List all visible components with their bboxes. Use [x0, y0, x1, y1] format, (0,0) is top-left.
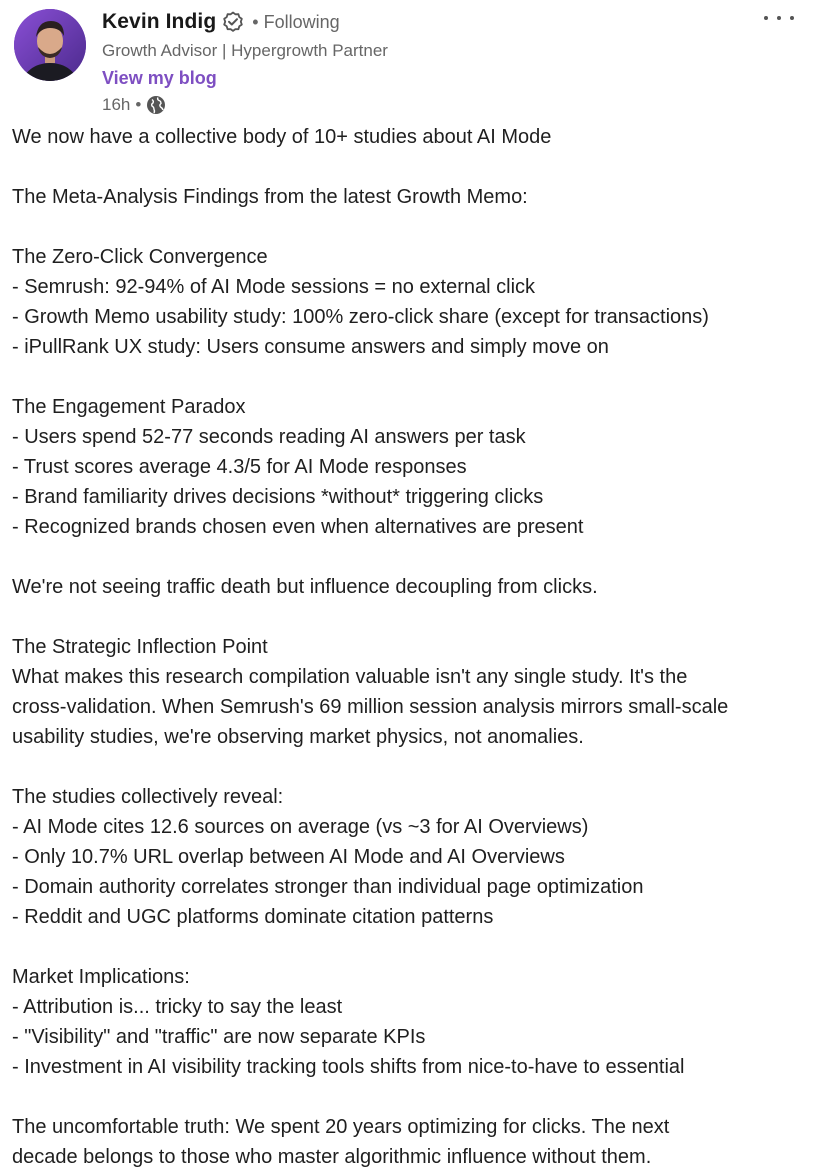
post-line: The Strategic Inflection Point: [12, 636, 268, 658]
blank-line: [12, 932, 812, 962]
avatar[interactable]: [14, 9, 86, 81]
post-line: - Only 10.7% URL overlap between AI Mode and AI Overviews: [12, 846, 565, 868]
author-name[interactable]: Kevin Indig: [102, 10, 217, 33]
post-meta: [102, 93, 388, 117]
verified-badge-icon: [222, 11, 244, 33]
post-line: The Engagement Paradox: [12, 396, 246, 418]
post-line: What makes this research compilation valuable isn't any single study. It's the: [12, 666, 688, 688]
post-line: We're not seeing traffic death but influence decoupling from clicks.: [12, 576, 598, 598]
post-line: decade belongs to those who master algorithmic influence without them.: [12, 1146, 652, 1168]
author-block: [102, 7, 388, 117]
name-separator: •: [252, 11, 259, 32]
post-line: We now have a collective body of 10+ studies about AI Mode: [12, 126, 552, 148]
post-line: - Recognized brands chosen even when alternatives are present: [12, 516, 584, 538]
post-text: [12, 122, 812, 1172]
post-line: - Brand familiarity drives decisions *without* triggering clicks: [12, 486, 544, 508]
blank-line: [12, 212, 812, 242]
post-line: Market Implications:: [12, 966, 190, 988]
more-options-icon-dot: [790, 16, 794, 20]
more-options-button[interactable]: [764, 10, 794, 26]
post-line: The studies collectively reveal:: [12, 786, 284, 808]
blank-line: [12, 542, 812, 572]
post-line: The uncomfortable truth: We spent 20 years optimizing for clicks. The next: [12, 1116, 670, 1138]
blank-line: [12, 602, 812, 632]
post-line: - Attribution is... tricky to say the least: [12, 996, 343, 1018]
view-blog-link[interactable]: View my blog: [102, 68, 217, 88]
more-options-icon-dot: [777, 16, 781, 20]
post-line: cross-validation. When Semrush's 69 million session analysis mirrors small-scale: [12, 696, 729, 718]
blank-line: [12, 152, 812, 182]
post-line: - Reddit and UGC platforms dominate citation patterns: [12, 906, 494, 928]
post-line: - Users spend 52-77 seconds reading AI answers per task: [12, 426, 526, 448]
post-line: - Domain authority correlates stronger than individual page optimization: [12, 876, 644, 898]
post-line: The Zero-Click Convergence: [12, 246, 268, 268]
author-headline: Growth Advisor | Hypergrowth Partner: [102, 41, 388, 60]
post-line: - Growth Memo usability study: 100% zero-click share (except for transactions): [12, 306, 709, 328]
post-line: - "Visibility" and "traffic" are now separate KPIs: [12, 1026, 426, 1048]
blank-line: [12, 752, 812, 782]
name-row: [102, 7, 388, 37]
post-line: The Meta-Analysis Findings from the latest Growth Memo:: [12, 186, 528, 208]
blank-line: [12, 1082, 812, 1112]
post-line: - Investment in AI visibility tracking tools shifts from nice-to-have to essential: [12, 1056, 685, 1078]
meta-separator: •: [135, 95, 142, 114]
follow-status[interactable]: Following: [263, 11, 340, 32]
post-line: - AI Mode cites 12.6 sources on average (vs ~3 for AI Overviews): [12, 816, 589, 838]
post-line: - Semrush: 92-94% of AI Mode sessions = no external click: [12, 276, 536, 298]
post-line: - Trust scores average 4.3/5 for AI Mode responses: [12, 456, 467, 478]
globe-icon: [146, 95, 166, 115]
blank-line: [12, 362, 812, 392]
post-line: usability studies, we're observing market physics, not anomalies.: [12, 726, 584, 748]
more-options-icon: [764, 16, 768, 20]
post-line: - iPullRank UX study: Users consume answers and simply move on: [12, 336, 609, 358]
post-time[interactable]: 16h: [102, 95, 131, 114]
